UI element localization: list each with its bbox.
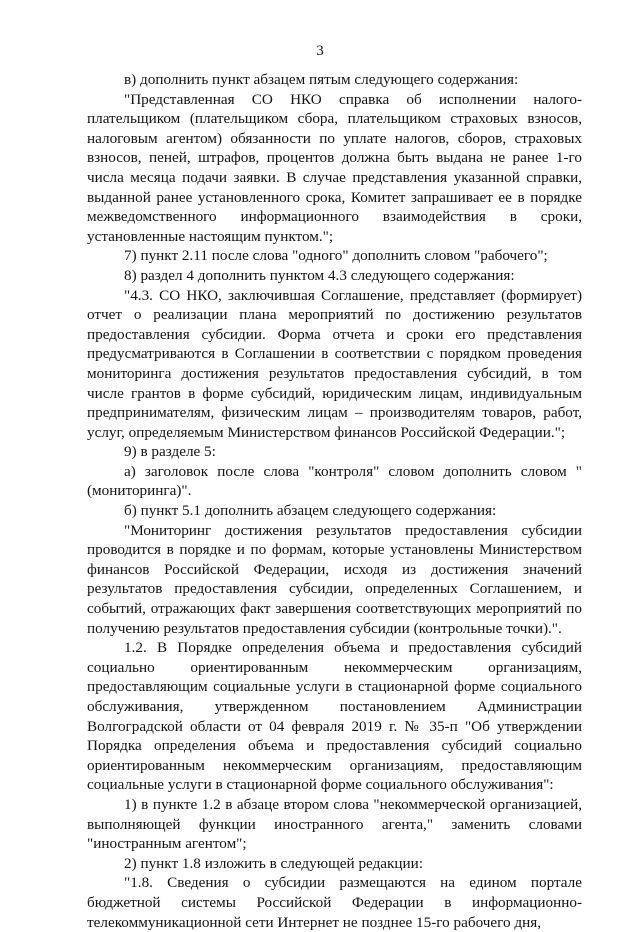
paragraph: 7) пункт 2.11 после слова "одного" дополнить словом "рабочего";	[124, 247, 548, 265]
paragraph: а) заголовок после слова "контроля" словом дополнить словом "(мониторинга)".	[87, 462, 582, 500]
paragraph: 2) пункт 1.8 изложить в следующей редакции:	[124, 854, 424, 872]
paragraph: "4.3. СО НКО, заключившая Соглашение, представляет (формирует) отчет о реализации плана мероприятий по достижению результатов предоставления субсидии. Форма отчета и сроки его представления предусматриваются в Соглашении в соответствии с порядком проведения мониторинга достижения результатов предоставления субсидий, в том числе грантов в форме субсидий, юридическим лицам, индивидуальным предпринимателям, физическим лицам – производителям товаров, работ, услуг, определяемым Министерством финансов Российской Федерации.";	[87, 286, 582, 441]
paragraph: в) дополнить пункт абзацем пятым следующего содержания:	[124, 71, 519, 88]
document-body	[87, 70, 582, 932]
page-number: 3	[316, 43, 324, 59]
paragraph: б) пункт 5.1 дополнить абзацем следующего содержания:	[124, 502, 497, 520]
paragraph: 1.2. В Порядке определения объема и предоставления субсидий социально ориентированным некоммерческим организациям, предоставляющим социальные услуги в стационарной форме социального обслуживания, утвержденном постановлением Администрации Волгоградской области от 04 февраля 2019 г. № 35-п "Об утверждении Порядка определения объема и предоставления субсидий социально ориентированным некоммерческим организациям, предоставляющим социальные услуги в стационарной форме социального обслуживания":	[87, 639, 582, 794]
paragraph: 1) в пункте 1.2 в абзаце втором слова "некоммерческой организацией, выполняющей функции иностранного агента," заменить словами "иностранным агентом";	[87, 795, 582, 853]
paragraph: "Мониторинг достижения результатов предоставления субсидии проводится в порядке и по формам, которые установлены Министерством финансов Российской Федерации, исходя из достижения значений результатов предоставления субсидии, определенных Соглашением, и событий, отражающих факт завершения соответствующих мероприятий по получению результатов предоставления субсидии (контрольные точки).".	[87, 521, 582, 637]
paragraph: 9) в разделе 5:	[124, 443, 216, 461]
paragraph: 8) раздел 4 дополнить пунктом 4.3 следующего содержания:	[124, 266, 515, 284]
paragraph: "1.8. Сведения о субсидии размещаются на едином портале бюджетной системы Российской Федерации в информационно-телекоммуникационной сети Интернет не позднее 15-го рабочего дня,	[87, 874, 582, 931]
paragraph: "Представленная СО НКО справка об исполнении налого-плательщиком (плательщиком сбора, плательщиком страховых взносов, налоговым агентом) обязанности по уплате налогов, сборов, страховых взносов, пеней, штрафов, процентов должна быть выдана не ранее 1-го числа месяца подачи заявки. В случае представления указанной справки, выданной ранее установленного срока, Комитет запрашивает ее в порядке межведомственного информационного взаимодействия в сроки, установленные настоящим пунктом.";	[87, 90, 582, 245]
